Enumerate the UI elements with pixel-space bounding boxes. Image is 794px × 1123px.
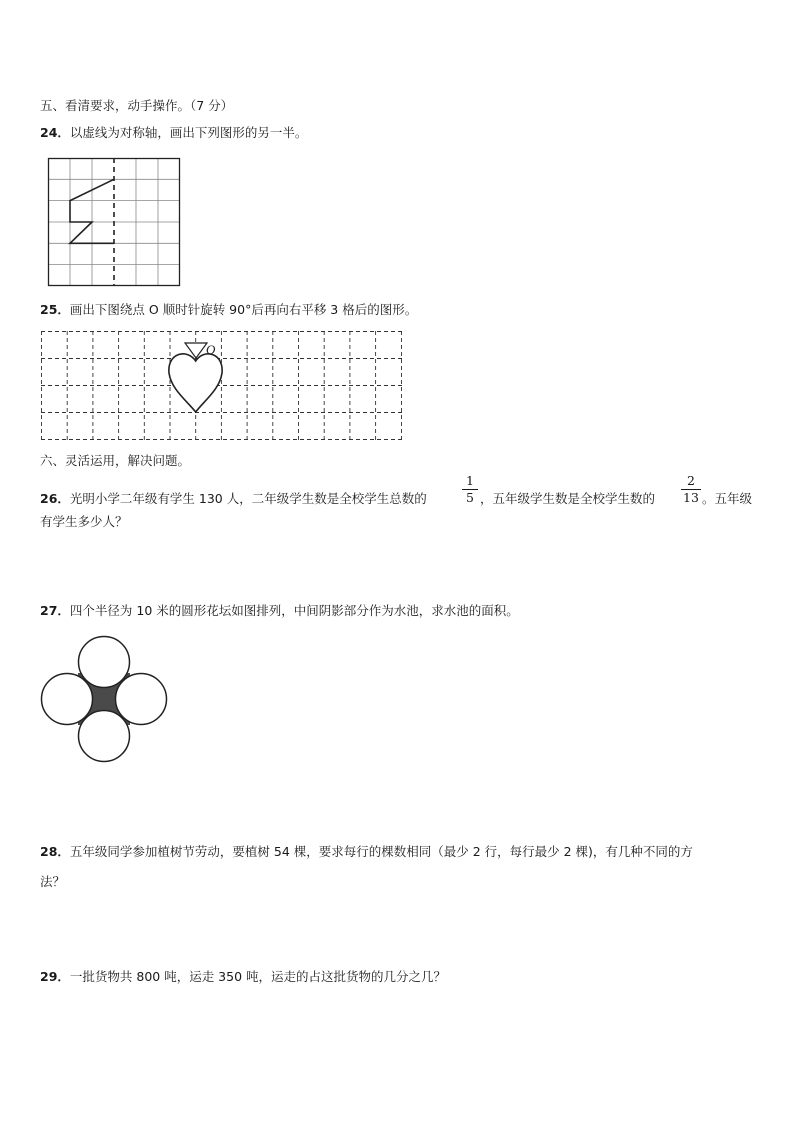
fraction-2-denominator: 13 [683,490,699,505]
question-26-text-part-1: 光明小学二年级有学生 130 人，二年级学生数是全校学生总数的 [69,491,427,506]
question-25-text: 画出下图绕点 O 顺时针旋转 90°后再向右平移 3 格后的图形。 [69,302,418,317]
question-28-line-1 [40,844,693,860]
question-28-number: 28． [40,844,70,859]
question-28-line-2: 法？ [40,874,66,889]
question-29-number: 29． [40,969,70,984]
question-27-number: 27． [40,603,70,618]
section-6-heading: 六、灵活运用，解决问题。 [40,453,191,468]
question-26-fraction-2 [681,474,701,505]
question-29-text: 一批货物共 800 吨，运走 350 吨，运走的占这批货物的几分之几？ [69,969,447,984]
question-27-text: 四个半径为 10 米的圆形花坛如图排列，中间阴影部分作为水池，求水池的面积。 [69,603,519,618]
question-26-number: 26． [40,491,70,506]
question-24 [40,125,307,141]
question-28-text-line-1: 五年级同学参加植树节劳动，要植树 54 棵，要求每行的棵数相同（最少 2 行，每行最少 2 棵)，有几种不同的方 [69,844,693,859]
q27-circle-top [79,637,130,688]
q25-dashed-grid-figure [41,331,403,441]
question-26-fraction-1 [462,474,478,505]
q25-point-o-label: O [206,342,216,357]
question-24-text: 以虚线为对称轴，画出下列图形的另一半。 [69,125,308,140]
section-5-heading: 五、看清要求，动手操作。（7 分） [40,98,234,113]
question-29 [40,969,446,985]
question-24-number: 24． [40,125,70,140]
q27-circle-right [116,674,167,725]
q27-circle-bottom [79,711,130,762]
question-26-text-part-2: ，五年级学生数是全校学生数的 [480,491,656,506]
q27-circle-left [42,674,93,725]
question-25-number: 25． [40,302,70,317]
q25-heart-shape [169,354,222,412]
question-26-line-1 [40,491,427,507]
question-26-text-part-3: 。五年级 [702,491,753,506]
fraction-1-numerator: 1 [462,474,478,490]
question-25 [40,302,417,318]
question-27 [40,603,519,619]
q27-four-circles-figure [41,636,167,762]
fraction-1-denominator: 5 [466,490,474,505]
q24-grid-figure [48,158,182,286]
question-26-line-2: 有学生多少人？ [40,514,128,529]
fraction-2-numerator: 2 [681,474,701,490]
